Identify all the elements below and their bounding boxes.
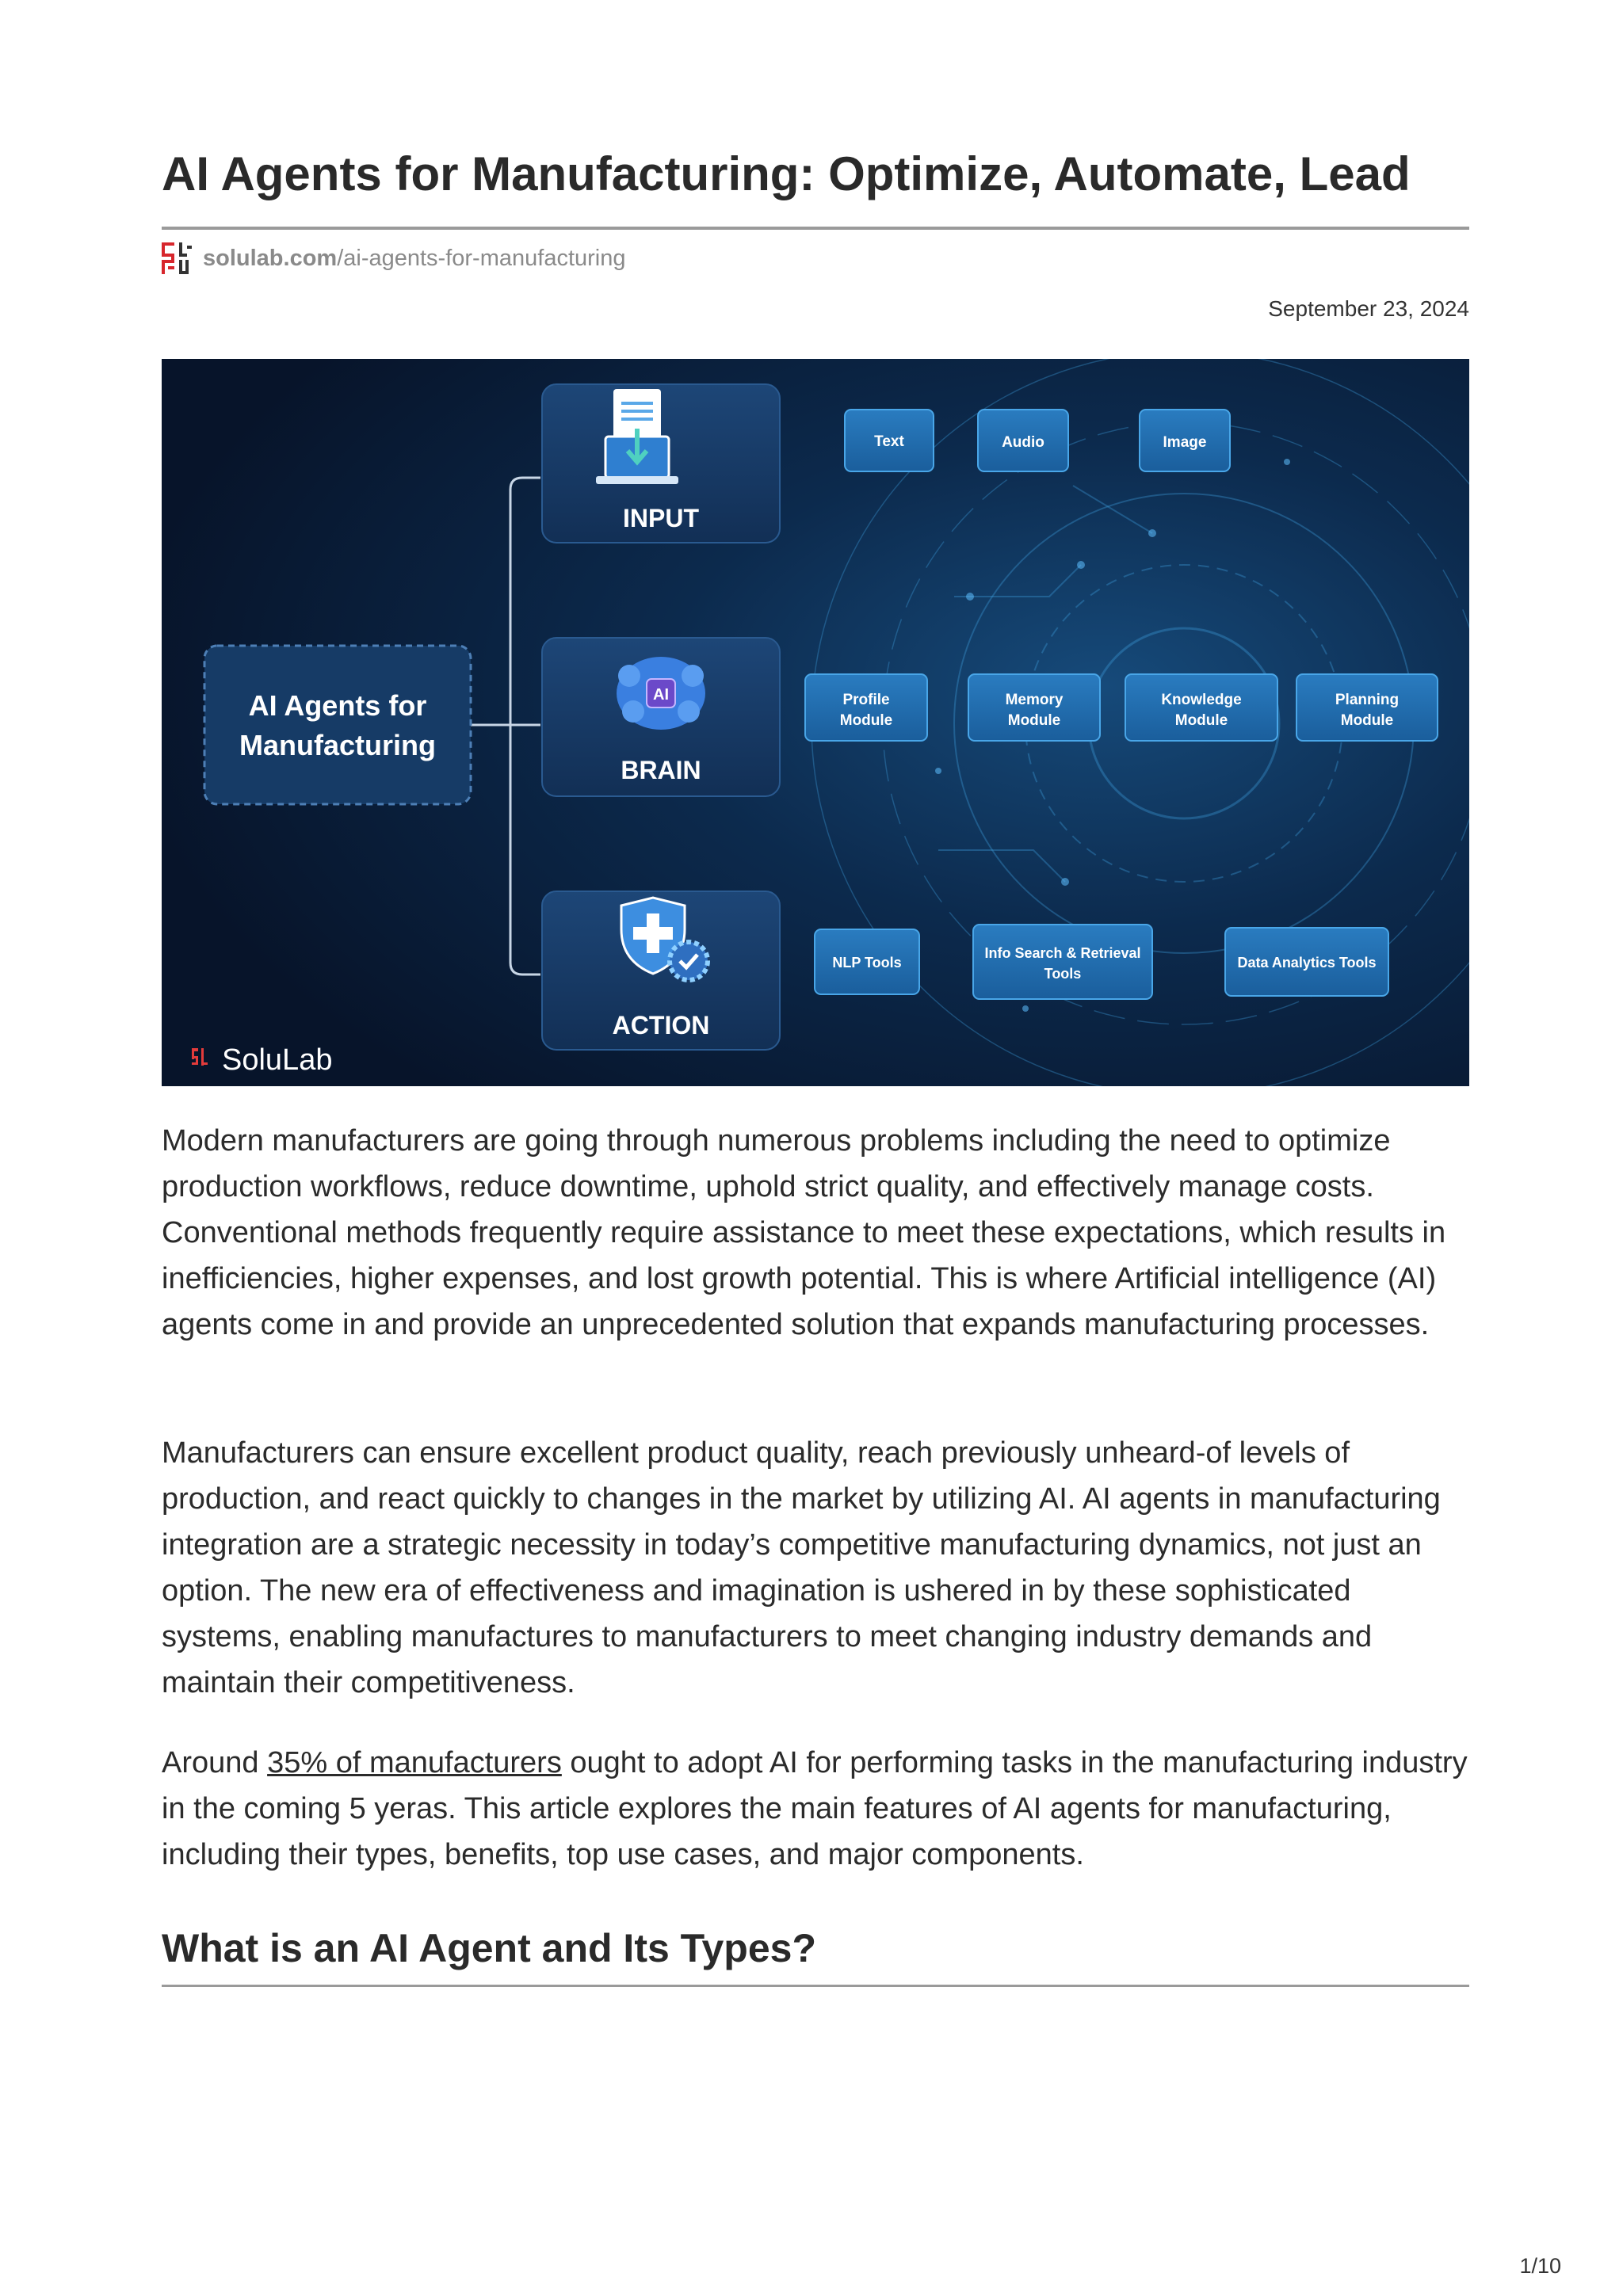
paragraph-1 [162,1118,1469,1348]
input-chip-image [1140,410,1230,471]
svg-text:Profile: Profile [842,692,890,708]
svg-text:AI: AI [653,686,669,704]
svg-text:Module: Module [1007,712,1061,729]
input-node-label: INPUT [623,504,699,532]
svg-text:Tools: Tools [1044,966,1082,982]
source-domain: solulab.com [203,245,338,271]
solulab-brand-text: SoluLab [222,1043,333,1077]
action-chip-data-analytics [1225,928,1388,996]
paragraph-3-rest: ought to adopt AI for performing tasks in the manufacturing industry in the coming 5 yeras. This article explores the main features of AI agents for manufacturing, including their types, benefits, top use cases, and major components. [162,1746,1468,1871]
brain-chip-memory [968,674,1100,741]
paragraph-2-text: Manufacturers can ensure excellent product quality, reach previously unheard-of levels of production, and react quickly to changes in the market by utilizing AI. AI agents in manufacturing integration are a strategic necessity in today’s competitive manufacturing dynamics, not just an option. The new era of effectiveness and imagination is ushered in by these sophisticated systems, enabling manufactures to manufacturers to meet changing industry demands and maintain their competitiveness. [162,1436,1441,1699]
section-heading: What is an AI Agent and Its Types? [162,1926,817,1970]
center-node-label-1: AI Agents for [248,689,427,722]
paragraph-2 [162,1430,1469,1706]
paragraph-1-text: Modern manufacturers are going through numerous problems including the need to optimize production workflows, reduce downtime, uphold strict quality, and effectively manage costs. Conventional methods frequently require assistance to meet these expectations, which results in inefficiencies, higher expenses, and lost growth potential. This is where Artificial intelligence (AI) agents come in and provide an unprecedented solution that expands manufacturing processes. [162,1124,1446,1341]
action-chip-nlp [815,929,919,994]
paragraph-3-lead: Around [162,1746,268,1779]
article-title: AI Agents for Manufacturing: Optimize, Automate, Lead [162,147,1411,200]
source-link[interactable] [162,241,626,276]
center-node-label-2: Manufacturing [239,729,436,761]
svg-text:Text: Text [874,433,904,450]
brain-node [542,638,780,796]
source-path: /ai-agents-for-manufacturing [337,245,626,271]
svg-text:NLP Tools: NLP Tools [832,955,902,971]
svg-text:Module: Module [1340,712,1394,729]
solulab-logo-icon [162,242,193,274]
manufacturers-stat-link[interactable]: 35% of manufacturers [267,1746,562,1779]
hero-image [162,359,1469,1086]
brain-chip-knowledge [1125,674,1277,741]
svg-text:Module: Module [1174,712,1228,729]
action-chip-info-search [973,925,1152,999]
input-chip-audio [978,410,1068,471]
svg-text:Planning: Planning [1335,692,1400,708]
brain-chip-profile [805,674,927,741]
paragraph-3 [162,1740,1469,1878]
section-divider [162,1985,1469,1987]
svg-text:Module: Module [839,712,893,729]
svg-text:Data Analytics Tools: Data Analytics Tools [1237,955,1377,971]
svg-text:Knowledge: Knowledge [1161,692,1242,708]
publish-date: September 23, 2024 [1268,296,1469,321]
title-divider [162,227,1469,230]
input-chip-text [845,410,934,471]
svg-text:Memory: Memory [1005,692,1064,708]
svg-text:Audio: Audio [1002,434,1044,451]
action-node [542,891,780,1050]
brain-chip-planning [1296,674,1438,741]
svg-text:Image: Image [1163,434,1207,451]
ai-brain-icon [617,657,705,730]
center-node [204,646,471,804]
input-node [542,384,780,543]
page-indicator: 1/10 [1519,2254,1561,2278]
svg-text:Info Search & Retrieval: Info Search & Retrieval [984,945,1141,961]
brain-node-label: BRAIN [621,756,701,784]
action-node-label: ACTION [612,1011,710,1039]
